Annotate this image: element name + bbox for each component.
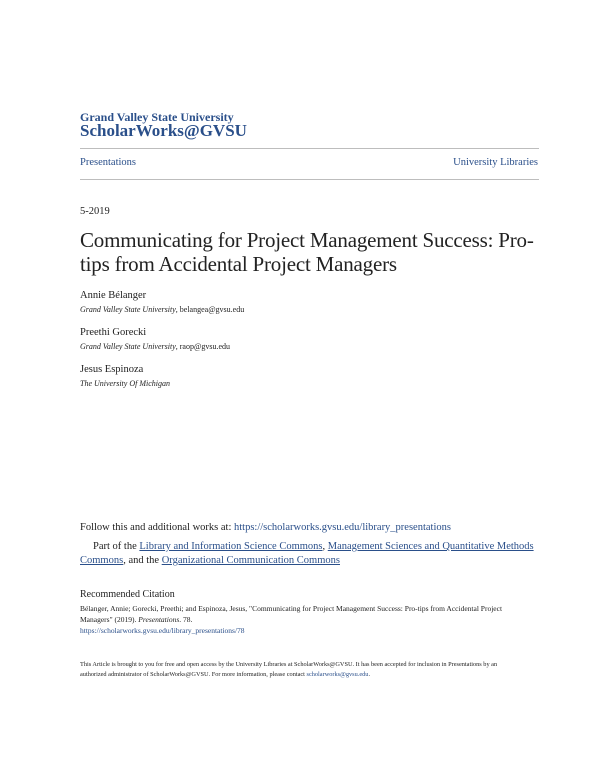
- nav-link-presentations[interactable]: Presentations: [80, 157, 136, 168]
- part-of-commons: [80, 540, 540, 568]
- follow-line: [80, 522, 451, 533]
- part-of-separator: ,: [322, 541, 328, 552]
- library-information-science-commons-link[interactable]: Library and Information Science Commons: [139, 541, 323, 552]
- notice-end: .: [368, 671, 371, 678]
- recommended-citation-heading: Recommended Citation: [80, 589, 175, 600]
- citation-text: Bélanger, Annie; Gorecki, Preethi; and Espinoza, Jesus, "Communicating for Project Management Success: Pro-tips from Accidental Project Managers" (2019).: [80, 604, 503, 624]
- author-institution: Grand Valley State University: [80, 305, 176, 314]
- author-name: Annie Bélanger: [80, 290, 147, 301]
- organizational-communication-commons-link[interactable]: Organizational Communication Commons: [161, 555, 340, 566]
- part-of-prefix: Part of the: [93, 541, 140, 552]
- document-title: Communicating for Project Management Success: Pro-tips from Accidental Project Managers: [80, 228, 534, 276]
- publication-date: 5-2019: [80, 206, 110, 217]
- citation-series: Presentations: [138, 615, 180, 624]
- notice-text: This Article is brought to you for free and open access by the University Libraries at ScholarWorks@GVSU. It has been accepted for inclusion in Presentations by an authorized administrator of ScholarWorks@GVSU. For more information, please contact: [80, 661, 498, 678]
- author-separator: ,: [175, 342, 180, 351]
- citation-url-link[interactable]: https://scholarworks.gvsu.edu/library_presentations/78: [80, 626, 245, 635]
- follow-text: Follow this and additional works at:: [80, 522, 234, 533]
- university-name: Grand Valley State University: [80, 110, 234, 124]
- header-divider-bottom: [80, 179, 539, 180]
- author-affiliation: [80, 379, 170, 388]
- part-of-separator: , and the: [123, 555, 162, 566]
- author-email[interactable]: belangea@gvsu.edu: [179, 305, 245, 314]
- author-affiliation: [80, 342, 230, 351]
- follow-url-link[interactable]: https://scholarworks.gvsu.edu/library_presentations: [234, 522, 451, 533]
- repository-name[interactable]: ScholarWorks@GVSU: [80, 121, 247, 140]
- management-sciences-commons-link[interactable]: Management Sciences and Quantitative Methods Commons: [80, 541, 534, 566]
- citation-number: . 78.: [179, 615, 193, 624]
- author-email[interactable]: raop@gvsu.edu: [179, 342, 231, 351]
- author-affiliation: [80, 305, 244, 314]
- header-divider-top: [80, 148, 539, 149]
- nav-link-university-libraries[interactable]: University Libraries: [453, 157, 538, 168]
- author-name: Jesus Espinoza: [80, 364, 144, 375]
- access-notice: [80, 660, 520, 680]
- author-name: Preethi Gorecki: [80, 327, 147, 338]
- author-institution: The University Of Michigan: [80, 379, 170, 388]
- author-institution: Grand Valley State University: [80, 342, 176, 351]
- contact-email-link[interactable]: scholarworks@gvsu.edu: [306, 671, 369, 678]
- citation-body: [80, 603, 530, 636]
- author-separator: ,: [175, 305, 180, 314]
